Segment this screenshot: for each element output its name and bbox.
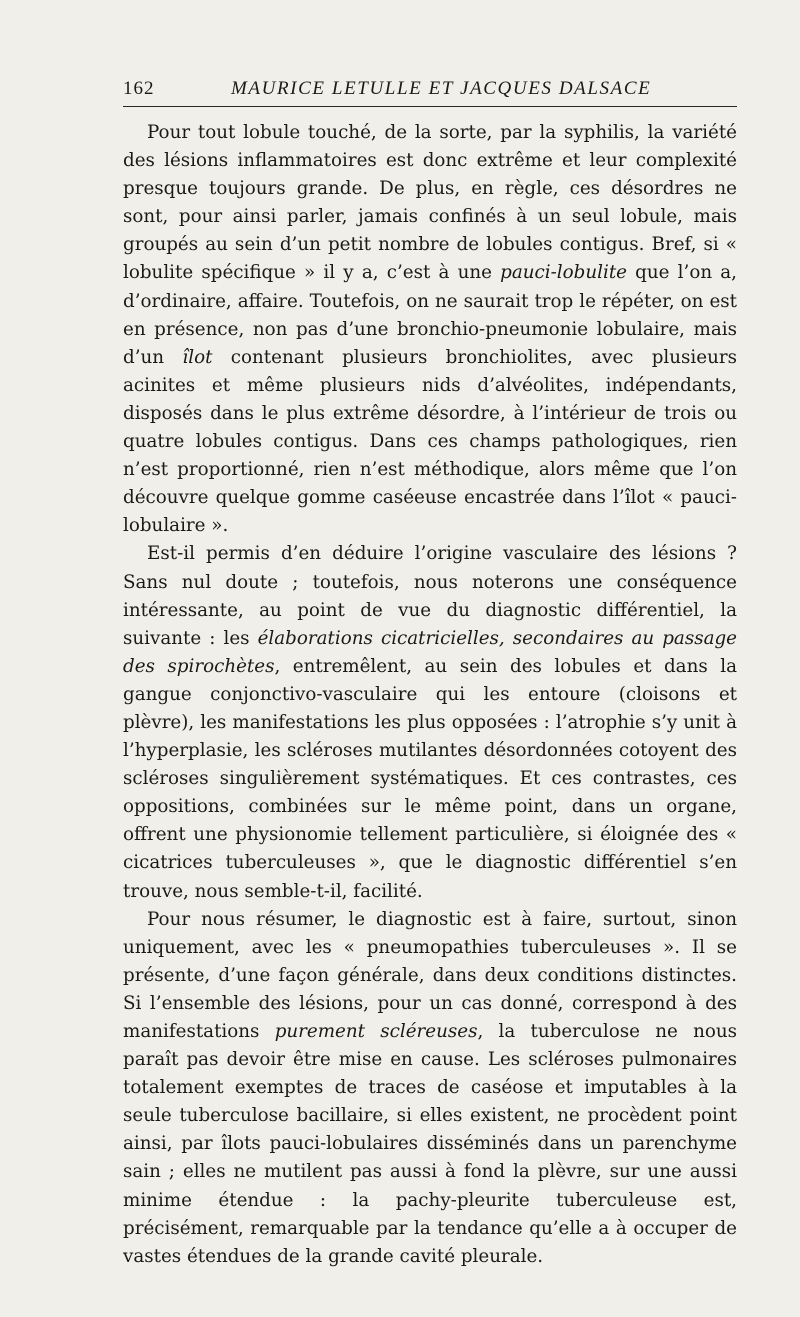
italic-text-run: élaborations cicatricielles, secondaires au passage des spirochètes	[123, 627, 738, 677]
page-number: 162	[123, 78, 155, 99]
running-header	[123, 72, 737, 107]
paragraph-2	[123, 540, 737, 905]
italic-text-run: pauci-lobulite	[500, 262, 627, 284]
text-run: Est-il permis d’en déduire l’origine vasculaire des lésions ? Sans nul doute ; toutefois, nous noterons une conséquence intéressante, au point de vue du diagnostic différentiel, la suivante : les	[123, 543, 737, 649]
text-run: que l’on a, d’ordinaire, affaire. Toutefois, on ne saurait trop le répéter, on est en présence, non pas d’une bronchio-pneumonie lobulaire, mais d’un	[123, 262, 737, 368]
text-run: , la tuberculose ne nous paraît pas devoir être mise en cause. Les scléroses pulmonaires totalement exemptes de traces de caséose et imputables à la seule tuberculose bacillaire, si elles existent, ne procèdent point ainsi, par îlots pauci-lobulaires disséminés dans un parenchyme sain ; elles ne mutilent pas aussi à fond la plèvre, sur une aussi minime étendue : la pachy-pleurite tuberculeuse est, précisément, remarquable par la tendance qu’elle a à occuper de vastes étendues de la grande cavité pleurale.	[123, 1021, 738, 1267]
text-run: contenant plusieurs bronchiolites, avec plusieurs acinites et même plusieurs nids d’alvéolites, indépendants, disposés dans le plus extrême désordre, à l’intérieur de trois ou quatre lobules contigus. Dans ces champs pathologiques, rien n’est proportionné, rien n’est méthodique, alors même que l’on découvre quelque gomme caséeuse encastrée dans l’îlot « pauci-lobulaire ».	[123, 346, 737, 537]
text-run: Pour nous résumer, le diagnostic est à faire, surtout, sinon uniquement, avec les « pneumopathies tuberculeuses ». Il se présente, d’une façon générale, dans deux conditions distinctes. Si l’ensemble des lésions, pour un cas donné, correspond à des manifestations	[123, 908, 737, 1042]
running-title: MAURICE LETULLE ET JACQUES DALSACE	[231, 78, 652, 99]
italic-text-run: îlot	[182, 346, 213, 368]
body-text	[123, 119, 737, 1271]
italic-text-run: purement scléreuses	[274, 1021, 478, 1042]
text-run: , entremêlent, au sein des lobules et dans la gangue conjonctivo-vasculaire qui les entoure (cloisons et plèvre), les manifestations les plus opposées : l’atrophie s’y unit à l’hyperplasie, les scléroses mutilantes désordonnées cotoyent des scléroses singulièrement systématiques. Et ces contrastes, ces oppositions, combinées sur le même point, dans un organe, offrent une physionomie tellement particulière, si éloignée des « cicatrices tuberculeuses », que le diagnostic différentiel s’en trouve, nous semble-t-il, facilité.	[123, 655, 737, 902]
paragraph-1	[123, 119, 737, 540]
text-run: Pour tout lobule touché, de la sorte, par la syphilis, la variété des lésions inflammatoires est donc extrême et leur complexité presque toujours grande. De plus, en règle, ces désordres ne sont, pour ainsi parler, jamais confinés à un seul lobule, mais groupés au sein d’un petit nombre de lobules contigus. Bref, si « lobulite spécifique » il y a, c’est à une	[123, 122, 737, 284]
paragraph-3	[123, 906, 737, 1271]
